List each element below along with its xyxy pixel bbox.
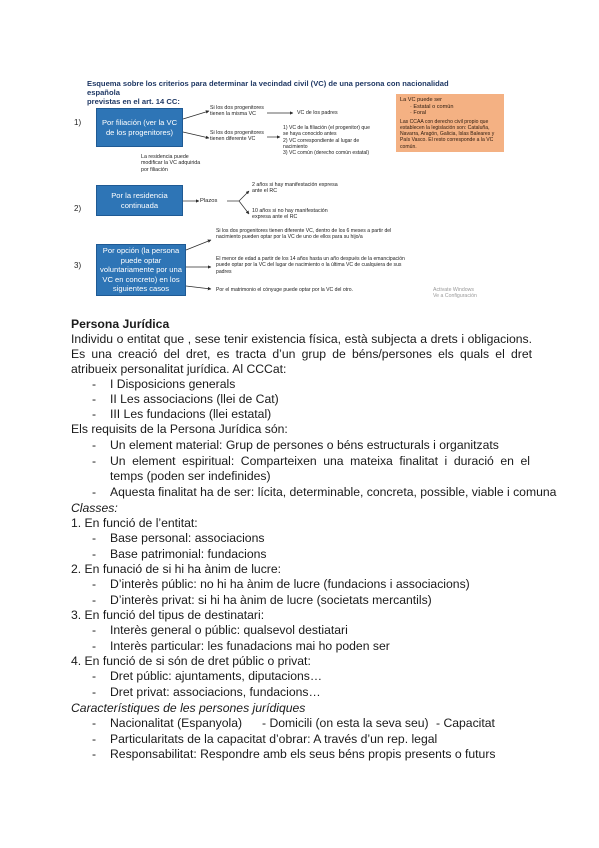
dash: - — [92, 747, 97, 761]
box-opcion: Por opción (la persona puede optar voluntariamente por una VC en concreto) en los siguientes casos — [96, 244, 186, 296]
dash: - — [92, 547, 97, 561]
class-1-item-1: Base personal: associacions — [110, 531, 265, 545]
class-1-item-2: Base patrimonial: fundacions — [110, 547, 267, 561]
class-3-heading: 3. En funció del tipus de destinatari: — [71, 608, 265, 622]
box-filiacion: Por filiación (ver la VC de los progenitores) — [96, 108, 183, 147]
class-2-item-1: D’interès públic: no hi ha ànim de lucre (fundacions i associacions) — [110, 577, 470, 591]
dash: - — [92, 577, 97, 591]
cccat-item-3: III Les fundacions (llei estatal) — [110, 407, 272, 421]
b1-different-vc: Si los dos progenitores tienen diferente VC — [210, 130, 264, 143]
dash: - — [92, 531, 97, 545]
b1-same-vc-result: VC de los padres — [297, 110, 338, 116]
watermark-line-1: Activate Windows — [433, 287, 474, 293]
scheme-number-3: 3) — [74, 261, 82, 270]
dash: - — [92, 593, 97, 607]
intro-paragraph: Individu o entitat que , sese tenir existencia física, està subjecta a drets i obligacions. Es una creació del dret, es tracta d’un grup de béns/persones els quals el dret atribueix personalitat jurídica. Al CCCat: — [71, 332, 532, 376]
b1-criteria-list — [283, 125, 373, 156]
class-3-item-2: Interès particular: les funadacions mai ho poden ser — [110, 639, 390, 653]
dash: - — [92, 377, 97, 391]
class-2-heading: 2. En funació de si hi ha ànim de lucre: — [71, 562, 282, 576]
scheme-title-line-1: Esquema sobre los criterios para determinar la vecindad civil (VC) de una persona con nacionalidad española — [87, 79, 449, 97]
dash: - — [92, 454, 97, 468]
b3-parents-option: Si los dos progenitores tienen diferente VC, dentro de los 6 meses a partir del nacimiento pueden optar por la VC de uno de ellos para su hijo/a — [216, 228, 392, 241]
vc-info-body: Las CCAA con derecho civil propio que establecen la legislación son: Cataluña, Navarra, Aragón, Galicia, Islas Baleares y País Vasco. El resto corresponde a la VC común. — [400, 118, 495, 150]
scheme-number-2: 2) — [74, 204, 82, 213]
dash: - — [92, 669, 97, 683]
class-4-heading: 4. En funció de si són de dret públic o privat: — [71, 654, 311, 668]
dash: - — [92, 485, 97, 499]
b3-minor-option: El menor de edad a partir de los 14 años hasta un año después de la emancipación puede optar por la VC del lugar de nacimiento o la última VC de cualquiera de sus padres — [216, 256, 405, 275]
carac-item-1: Particularitats de la capacitat d’obrar: A través d’un rep. legal — [110, 732, 438, 746]
vc-info-head-1: La VC puede ser — [400, 97, 442, 103]
b2-ten-years: 10 años si no hay manifestación expresa ante el RC — [252, 208, 328, 221]
vc-info-head-2: · Estatal o común — [410, 103, 454, 110]
b1-criteria-1: 1) VC de la filiación (el progenitor) que se haya conocido antes — [283, 125, 370, 138]
b1-residence-note: La residencia puede modificar la VC adquirida por filiación — [141, 154, 201, 173]
dash: - — [92, 623, 97, 637]
dash: - — [92, 685, 97, 699]
plazos-label: Plazos — [200, 198, 218, 204]
requisit-1: Un element material: Grup de persones o béns estructurals i organitzats — [110, 438, 499, 452]
dash: - — [92, 407, 97, 421]
b1-criteria-2: 2) VC correspondiente al lugar de nacimiento — [283, 137, 360, 150]
class-4-item-2: Dret privat: associacions, fundacions… — [110, 685, 321, 699]
b1-same-vc: Si los dos progenitores tienen la misma VC — [210, 105, 264, 118]
cccat-item-2: II Les associacions (llei de Cat) — [110, 392, 279, 406]
dash: - — [92, 392, 97, 406]
scheme-title-line-2: previstas en el art. 14 CC: — [87, 97, 180, 106]
heading-persona-juridica: Persona Jurídica — [71, 317, 170, 331]
dash: - — [92, 716, 97, 730]
vc-info-head-3: · Foral — [410, 110, 427, 117]
class-2-item-2: D’interès privat: si hi ha ànim de lucre (societats mercantils) — [110, 593, 432, 607]
vc-info-box — [396, 94, 504, 152]
cccat-item-1: I Disposicions generals — [110, 377, 236, 391]
requisit-3: Aquesta finalitat ha de ser: lícita, determinable, concreta, possible, viable i comuna — [110, 485, 557, 499]
dash: - — [92, 639, 97, 653]
requisits-intro: Els requisits de la Persona Jurídica són: — [71, 422, 288, 436]
scheme-number-1: 1) — [74, 118, 82, 127]
vecindad-civil-scheme — [71, 74, 507, 298]
dash: - — [92, 438, 97, 452]
box-residencia: Por la residencia continuada — [96, 185, 183, 216]
carac-nacionalitat: Nacionalitat (Espanyola) — [110, 716, 243, 730]
dash: - — [92, 732, 97, 746]
b3-marriage-option: Por el matrimonio el cónyuge puede optar por la VC del otro. — [216, 287, 354, 293]
carac-domicili: - Domicili (on esta la seva seu) — [262, 716, 429, 730]
b2-two-years: 2 años si hay manifestación expresa ante el RC — [252, 182, 338, 195]
class-3-item-1: Interès general o públic: qualsevol destiatari — [110, 623, 348, 637]
b1-criteria-3: 3) VC común (derecho común estatal) — [283, 150, 370, 157]
watermark-line-2: Ve a Configuración — [433, 293, 477, 299]
carac-capacitat: - Capacitat — [436, 716, 495, 730]
caracteristiques-heading: Característiques de les persones jurídiques — [71, 701, 306, 715]
classes-heading: Classes: — [71, 501, 118, 515]
class-4-item-1: Dret públic: ajuntaments, diputacions… — [110, 669, 323, 683]
requisit-2: Un element espiritual: Comparteixen una mateixa finalitat i duració en el temps (poden ser indefinides) — [110, 454, 530, 483]
carac-item-2: Responsabilitat: Respondre amb els seus béns propis presents o futurs — [110, 747, 496, 761]
class-1-heading: 1. En funció de l’entitat: — [71, 516, 198, 530]
